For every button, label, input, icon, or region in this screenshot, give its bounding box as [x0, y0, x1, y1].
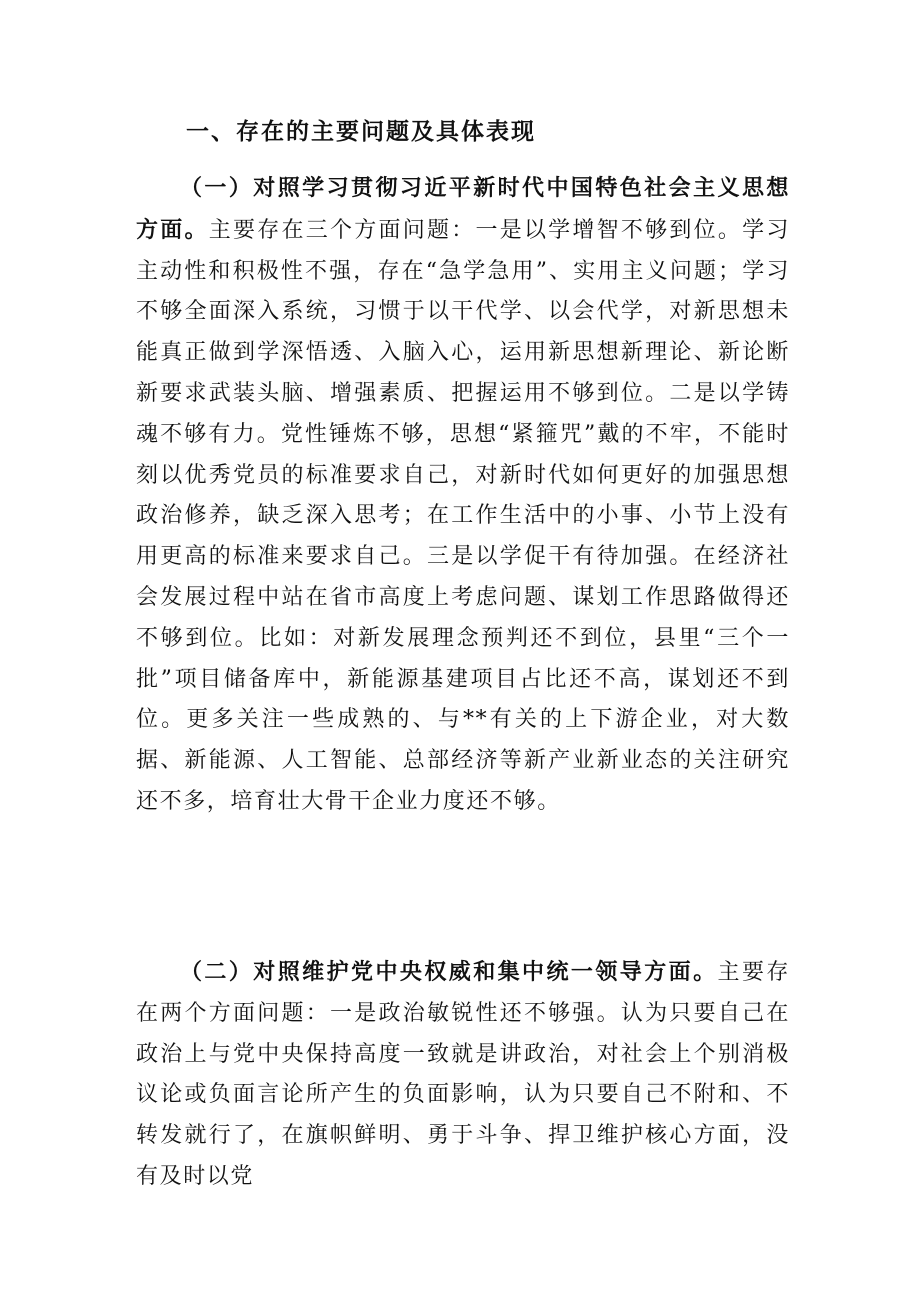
section-heading: 一、存在的主要问题及具体表现: [186, 118, 536, 145]
paragraph-2-lead: （二）对照维护党中央权威和集中统一领导方面。: [180, 959, 718, 985]
paragraph-1-lead: （一）对照学习贯彻习近平新时代中国特色社会主义思想方面。: [136, 175, 790, 243]
paragraph-2-body: 主要存在两个方面问题：一是政治敏锐性还不够强。认为只要自己在政治上与党中央保持高度一致就是讲政治，对社会上个别消极议论或负面言论所产生的负面影响，认为只要自己不附和、不转发就行了，在旗帜鲜明、勇于斗争、捍卫维护核心方面，没有及时以党: [136, 960, 790, 1189]
paragraph-1: [136, 168, 790, 823]
paragraph-2: [136, 952, 790, 1198]
paragraph-1-body: 主要存在三个方面问题：一是以学增智不够到位。学习主动性和积极性不强，存在“急学急用”、实用主义问题；学习不够全面深入系统，习惯于以干代学、以会代学，对新思想未能真正做到学深悟透、入脑入心，运用新思想新理论、新论断新要求武装头脑、增强素质、把握运用不够到位。二是以学铸魂不够有力。党性锤炼不够，思想“紧箍咒”戴的不牢，不能时刻以优秀党员的标准要求自己，对新时代如何更好的加强思想政治修养，缺乏深入思考；在工作生活中的小事、小节上没有用更高的标准来要求自己。三是以学促干有待加强。在经济社会发展过程中站在省市高度上考虑问题、谋划工作思路做得还不够到位。比如：对新发展理念预判还不到位，县里“三个一批”项目储备库中，新能源基建项目占比还不高，谋划还不到位。更多关注一些成熟的、与**有关的上下游企业，对大数据、新能源、人工智能、总部经济等新产业新业态的关注研究还不多，培育壮大骨干企业力度还不够。: [136, 217, 790, 814]
